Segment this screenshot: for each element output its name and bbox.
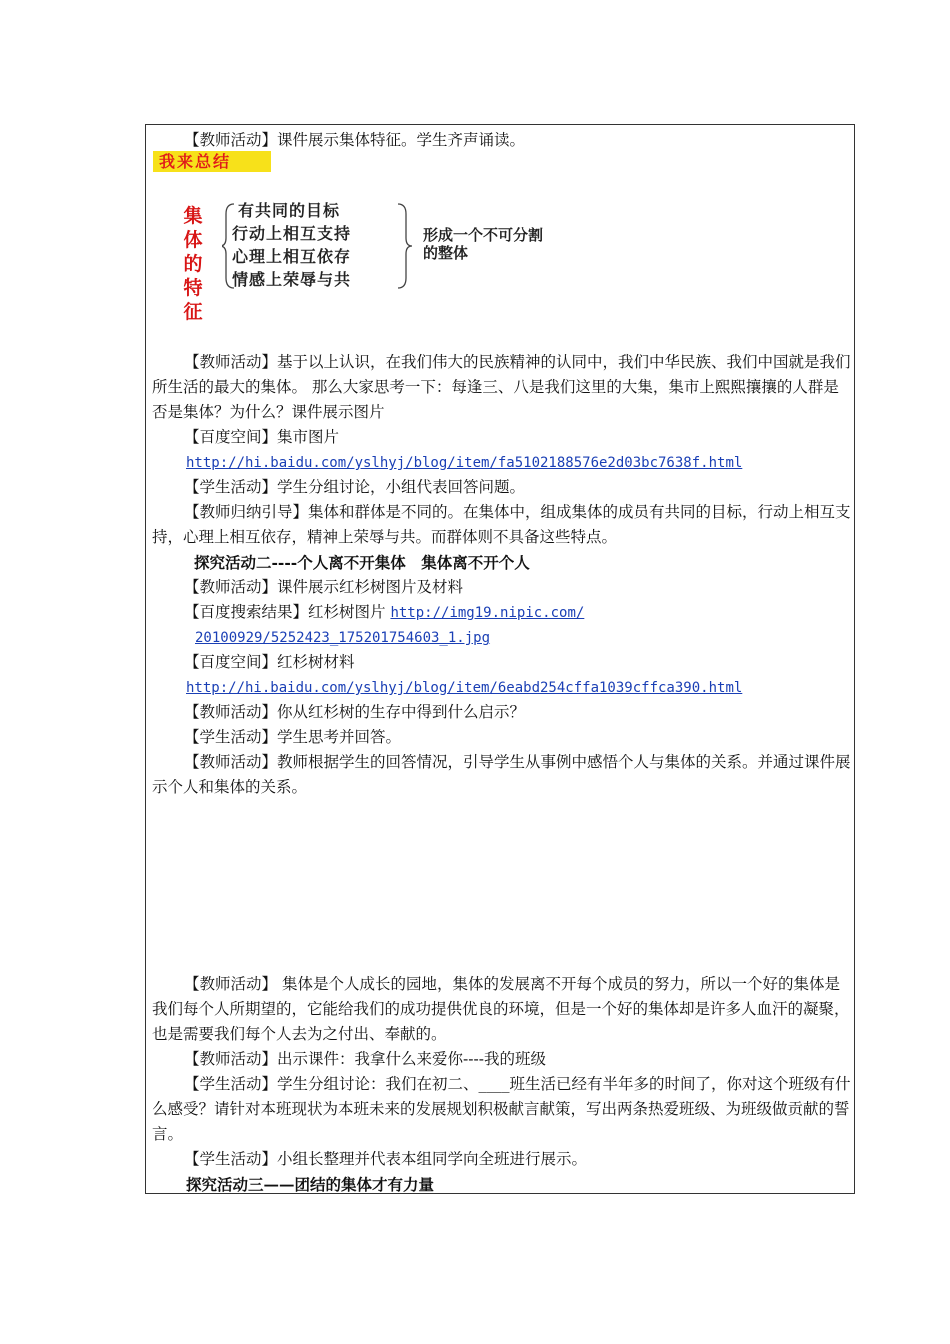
paragraph-student-activity-4 xyxy=(152,1147,852,1172)
paragraph-baidu-space-2 xyxy=(152,650,852,675)
activity-tag: 【学生活动】 xyxy=(184,1075,278,1093)
feature-item-2: 行动上相互支持 xyxy=(232,224,352,243)
paragraph-text: 教师根据学生的回答情况，引导学生从事例中感悟个人与集体的关系。并通过课件展示个人和集体的关系。 xyxy=(152,753,851,796)
redwood-material-link[interactable]: http://hi.baidu.com/yslhyj/blog/item/6eabd254cffa1039cffca390.html xyxy=(186,680,743,696)
paragraph-text: 红杉树图片 xyxy=(308,603,391,621)
paragraph-student-activity-3 xyxy=(152,1072,852,1147)
paragraph-text: 基于以上认识，在我们伟大的民族精神的认同中，我们中华民族、我们中国就是我们所生活的最大的集体。 那么大家思考一下：每逢三、八是我们这里的大集，集市上熙熙攘攘的人群是否是集体？为什么？课件展示图片 xyxy=(152,353,851,421)
activity-tag: 【教师归纳引导】 xyxy=(184,503,309,521)
paragraph-text: 集市图片 xyxy=(277,428,340,446)
summary-badge xyxy=(153,151,271,172)
link-line-1 xyxy=(186,450,886,476)
paragraph-text: 集体是个人成长的园地，集体的发展离不开每个成员的努力，所以一个好的集体是我们每个人所期望的，它能给我们的成功提供优良的环境，但是一个好的集体却是许多人血汗的凝聚，也是需要我们每个人去为之付出、奉献的。 xyxy=(152,975,850,1043)
diagram-result: 形成一个不可分割的整体 xyxy=(423,226,544,262)
paragraph-teacher-activity-1 xyxy=(152,128,852,153)
paragraph-teacher-activity-7 xyxy=(152,1047,852,1072)
activity-tag: 【教师活动】 xyxy=(184,131,278,149)
redwood-image-link[interactable]: http://img19.nipic.com/ xyxy=(390,605,585,621)
activity-tag: 【教师活动】 xyxy=(184,703,278,721)
activity-tag: 【百度空间】 xyxy=(184,428,278,446)
paragraph-teacher-activity-5 xyxy=(152,750,852,800)
paragraph-text: 红杉树材料 xyxy=(277,653,355,671)
paragraph-text: 出示课件：我拿什么来爱你----我的班级 xyxy=(277,1050,546,1068)
activity-tag: 【百度搜索结果】 xyxy=(184,603,309,621)
activity-tag: 【学生活动】 xyxy=(184,728,278,746)
paragraph-text: 学生思考并回答。 xyxy=(277,728,402,746)
heading-activity-2: 探究活动二----个人离不开集体 集体离不开个人 xyxy=(194,553,530,572)
paragraph-student-activity-1 xyxy=(152,475,852,500)
paragraph-teacher-activity-3 xyxy=(152,575,852,600)
paragraph-teacher-activity-4 xyxy=(152,700,852,725)
paragraph-text: 学生分组讨论，小组代表回答问题。 xyxy=(277,478,526,496)
activity-tag: 【学生活动】 xyxy=(184,1150,278,1168)
paragraph-baidu-space-1 xyxy=(152,425,852,450)
link-line-3 xyxy=(186,675,886,701)
diagram-title: 集体的特征 xyxy=(183,205,203,323)
summary-badge-label: 我来总结 xyxy=(159,152,232,171)
paragraph-text: 小组长整理并代表本组同学向全班进行展示。 xyxy=(277,1150,588,1168)
activity-tag: 【教师活动】 xyxy=(184,578,278,596)
link-line-2 xyxy=(195,625,895,651)
activity-tag: 【教师活动】 xyxy=(184,975,278,993)
market-image-link[interactable]: http://hi.baidu.com/yslhyj/blog/item/fa5102188576e2d03bc7638f.html xyxy=(186,455,743,471)
activity-tag: 【学生活动】 xyxy=(184,478,278,496)
heading-activity-3: 探究活动三——团结的集体才有力量 xyxy=(186,1175,435,1194)
feature-item-4: 情感上荣辱与共 xyxy=(232,270,352,289)
paragraph-teacher-guide xyxy=(152,500,852,550)
paragraph-student-activity-2 xyxy=(152,725,852,750)
activity-tag: 【百度空间】 xyxy=(184,653,278,671)
redwood-image-link-cont[interactable]: 20100929/5252423_175201754603_1.jpg xyxy=(195,630,491,646)
right-brace xyxy=(398,204,412,288)
paragraph-text: 集体和群体是不同的。在集体中，组成集体的成员有共同的目标，行动上相互支持，心理上相互依存，精神上荣辱与共。而群体则不具备这些特点。 xyxy=(152,503,851,546)
activity-tag: 【教师活动】 xyxy=(184,1050,278,1068)
paragraph-baidu-search xyxy=(152,600,852,626)
paragraph-teacher-activity-2 xyxy=(152,350,852,425)
paragraph-text: 学生分组讨论：我们在初二、____班生活已经有半年多的时间了，你对这个班级有什么感受？请针对本班现状为本班未来的发展规划积极献言献策，写出两条热爱班级、为班级做贡献的誓言。 xyxy=(152,1075,851,1143)
activity-tag: 【教师活动】 xyxy=(184,753,278,771)
paragraph-text: 课件展示集体特征。学生齐声诵读。 xyxy=(277,131,526,149)
paragraph-teacher-activity-6 xyxy=(152,972,852,1047)
feature-item-1: 有共同的目标 xyxy=(238,201,341,220)
paragraph-text: 你从红杉树的生存中得到什么启示？ xyxy=(277,703,526,721)
activity-tag: 【教师活动】 xyxy=(184,353,278,371)
feature-item-3: 心理上相互依存 xyxy=(232,247,352,266)
paragraph-text: 课件展示红杉树图片及材料 xyxy=(277,578,464,596)
